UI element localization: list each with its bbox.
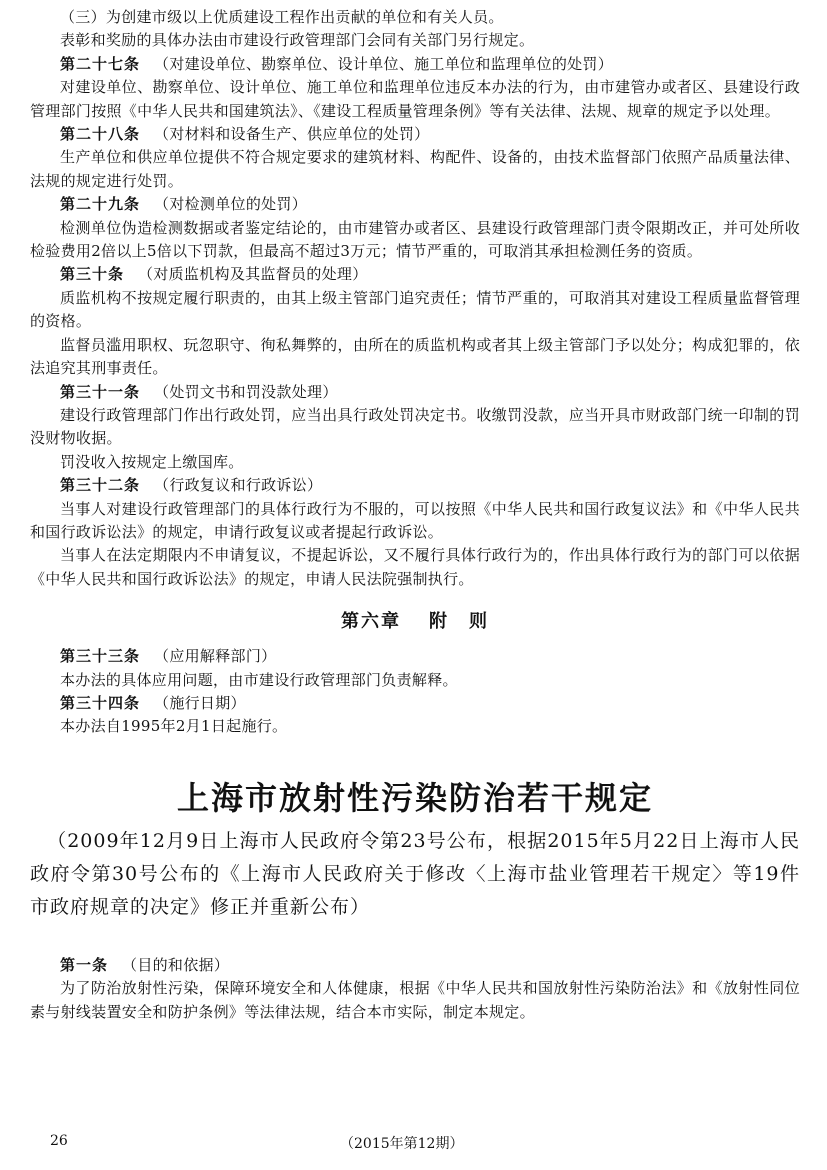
article-number: 第二十八条 (60, 125, 141, 144)
paragraph: 当事人对建设行政管理部门的具体行政行为不服的，可以按照《中华人民共和国行政复议法》和《中华人民共和国行政诉讼法》的规定，申请行政复议或者提起行政诉讼。 (30, 499, 800, 541)
document-subtitle: （2009年12月9日上海市人民政府令第23号公布，根据2015年5月22日上海市人民政府令第30号公布的《上海市人民政府关于修改〈上海市盐业管理若干规定〉等19件市政府规章的决定》修正并重新公布） (30, 829, 800, 918)
article-number: 第二十九条 (60, 195, 141, 214)
article-heading-33 (30, 645, 800, 668)
article-title: （对检测单位的处罚） (154, 195, 308, 214)
article-title: （对材料和设备生产、供应单位的处罚） (154, 125, 430, 144)
paragraph: 检测单位伪造检测数据或者鉴定结论的，由市建管办或者区、县建设行政管理部门责令限期改正，并可处所收检验费用2倍以上5倍以下罚款，但最高不超过3万元；情节严重的，可取消其承担检测任务的资质。 (30, 218, 800, 261)
article-title: （施行日期） (154, 693, 246, 712)
paragraph: 对建设单位、勘察单位、设计单位、施工单位和监理单位违反本办法的行为，由市建管办或者区、县建设行政管理部门按照《中华人民共和国建筑法》、《建设工程质量管理条例》等有关法律、法规、规章的规定予以处理。 (30, 78, 800, 120)
article-number: 第三十二条 (60, 476, 141, 495)
page-number: 26 (50, 1133, 68, 1149)
document-title: 上海市放射性污染防治若干规定 (176, 778, 653, 817)
article-heading-29 (30, 193, 800, 216)
article-title: （处罚文书和罚没款处理） (154, 382, 338, 401)
chapter-heading (30, 607, 800, 633)
article-heading-30 (30, 263, 800, 286)
paragraph: 为了防治放射性污染，保障环境安全和人体健康，根据《中华人民共和国放射性污染防治法》和《放射性同位素与射线装置安全和防护条例》等法律法规，结合本市实际，制定本规定。 (30, 979, 800, 1021)
article-title: （目的和依据） (122, 955, 230, 974)
paragraph: 生产单位和供应单位提供不符合规定要求的建筑材料、构配件、设备的，由技术监督部门依照产品质量法律、法规的规定进行处罚。 (30, 148, 800, 190)
article-title: （应用解释部门） (154, 647, 277, 666)
article-number: 第三十四条 (60, 693, 141, 712)
issue-label: （2015年第12期） (340, 1136, 464, 1152)
article-heading-32 (30, 474, 800, 497)
article-title: （对建设单位、勘察单位、设计单位、施工单位和监理单位的处罚） (154, 54, 614, 73)
article-number: 第三十三条 (60, 647, 141, 666)
article-number: 第二十七条 (60, 54, 141, 73)
article-heading-27 (30, 53, 800, 76)
article-title: （对质监机构及其监督员的处理） (138, 265, 368, 284)
page-footer (0, 1133, 827, 1155)
paragraph: 建设行政管理部门作出行政处罚，应当出具行政处罚决定书。收缴罚没款，应当开具市财政部门统一印制的罚没财物收据。 (30, 405, 800, 448)
page-content (30, 6, 800, 1024)
article-number: 第一条 (60, 955, 109, 974)
article-number: 第三十一条 (60, 382, 141, 401)
article-number: 第三十条 (60, 265, 125, 284)
article-title: （行政复议和行政诉讼） (154, 476, 323, 495)
paragraph: 罚没收入按规定上缴国库。 (60, 452, 244, 471)
article-heading-1 (30, 954, 800, 977)
chapter-title: 附 则 (429, 611, 489, 633)
chapter-label: 第六章 (341, 611, 401, 633)
paragraph: （三）为创建市级以上优质建设工程作出贡献的单位和有关人员。 (60, 8, 504, 26)
article-heading-34 (30, 692, 800, 715)
paragraph: 表彰和奖励的具体办法由市建设行政管理部门会同有关部门另行规定。 (60, 31, 535, 50)
paragraph: 本办法自1995年2月1日起施行。 (60, 717, 288, 736)
paragraph: 质监机构不按规定履行职责的，由其上级主管部门追究责任；情节严重的，可取消其对建设工程质量监督管理的资格。 (30, 288, 800, 331)
paragraph: 当事人在法定期限内不申请复议，不提起诉讼，又不履行具体行政行为的，作出具体行政行为的部门可以依据《中华人民共和国行政诉讼法》的规定，申请人民法院强制执行。 (30, 546, 800, 588)
article-heading-31 (30, 381, 800, 404)
paragraph: 监督员滥用职权、玩忽职守、徇私舞弊的，由所在的质监机构或者其上级主管部门予以处分；构成犯罪的，依法追究其刑事责任。 (30, 335, 800, 378)
paragraph: 本办法的具体应用问题，由市建设行政管理部门负责解释。 (60, 670, 458, 689)
article-heading-28 (30, 123, 800, 146)
